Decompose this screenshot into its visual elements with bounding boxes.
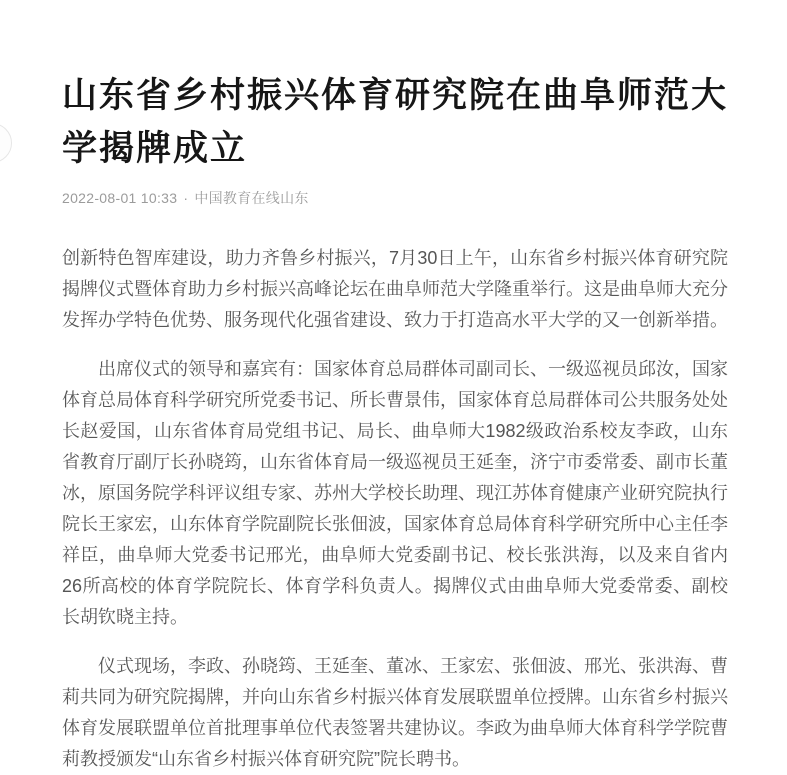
article-title: 山东省乡村振兴体育研究院在曲阜师范大学揭牌成立 xyxy=(62,76,729,168)
paragraph-guests: 出席仪式的领导和嘉宾有：国家体育总局群体司副司长、一级巡视员邱汝，国家体育总局体育科学研究所党委书记、所长曹景伟，国家体育总局群体司公共服务处处长赵爱国，山东省体育局党组书记、局长、曲阜师大1982级政治系校友李政，山东省教育厅副厅长孙晓筠，山东省体育局一级巡视员王延奎，济宁市委常委、副市长董冰，原国务院学科评议组专家、苏州大学校长助理、现江苏体育健康产业研究院执行院长王家宏，山东体育学院副院长张佃波，国家体育总局体育科学研究所中心主任李祥臣，曲阜师大党委书记邢光，曲阜师大党委副书记、校长张洪海，以及来自省内26所高校的体育学院院长、体育学科负责人。揭牌仪式由曲阜师大党委常委、副校长胡钦晓主持。 xyxy=(62,359,728,627)
article xyxy=(62,0,728,775)
paragraph-intro: 创新特色智库建设，助力齐鲁乡村振兴，7月30日上午，山东省乡村振兴体育研究院揭牌仪式暨体育助力乡村振兴高峰论坛在曲阜师范大学隆重举行。这是曲阜师大充分发挥办学特色优势、服务现代化强省建设、致力于打造高水平大学的又一创新举措。 xyxy=(62,248,728,330)
meta-separator: · xyxy=(183,190,189,206)
article-body xyxy=(62,243,728,775)
paragraph-ceremony: 仪式现场，李政、孙晓筠、王延奎、董冰、王家宏、张佃波、邢光、张洪海、曹莉共同为研究院揭牌，并向山东省乡村振兴体育发展联盟单位授牌。山东省乡村振兴体育发展联盟单位首批理事单位代表签署共建协议。李政为曲阜师大体育科学学院曹莉教授颁发“山东省乡村振兴体育研究院”院长聘书。 xyxy=(62,656,728,769)
publish-datetime: 2022-08-01 10:33 xyxy=(62,190,178,206)
source-name: 中国教育在线山东 xyxy=(194,190,309,206)
article-meta xyxy=(62,189,728,207)
left-edge-float-button[interactable] xyxy=(0,123,12,163)
